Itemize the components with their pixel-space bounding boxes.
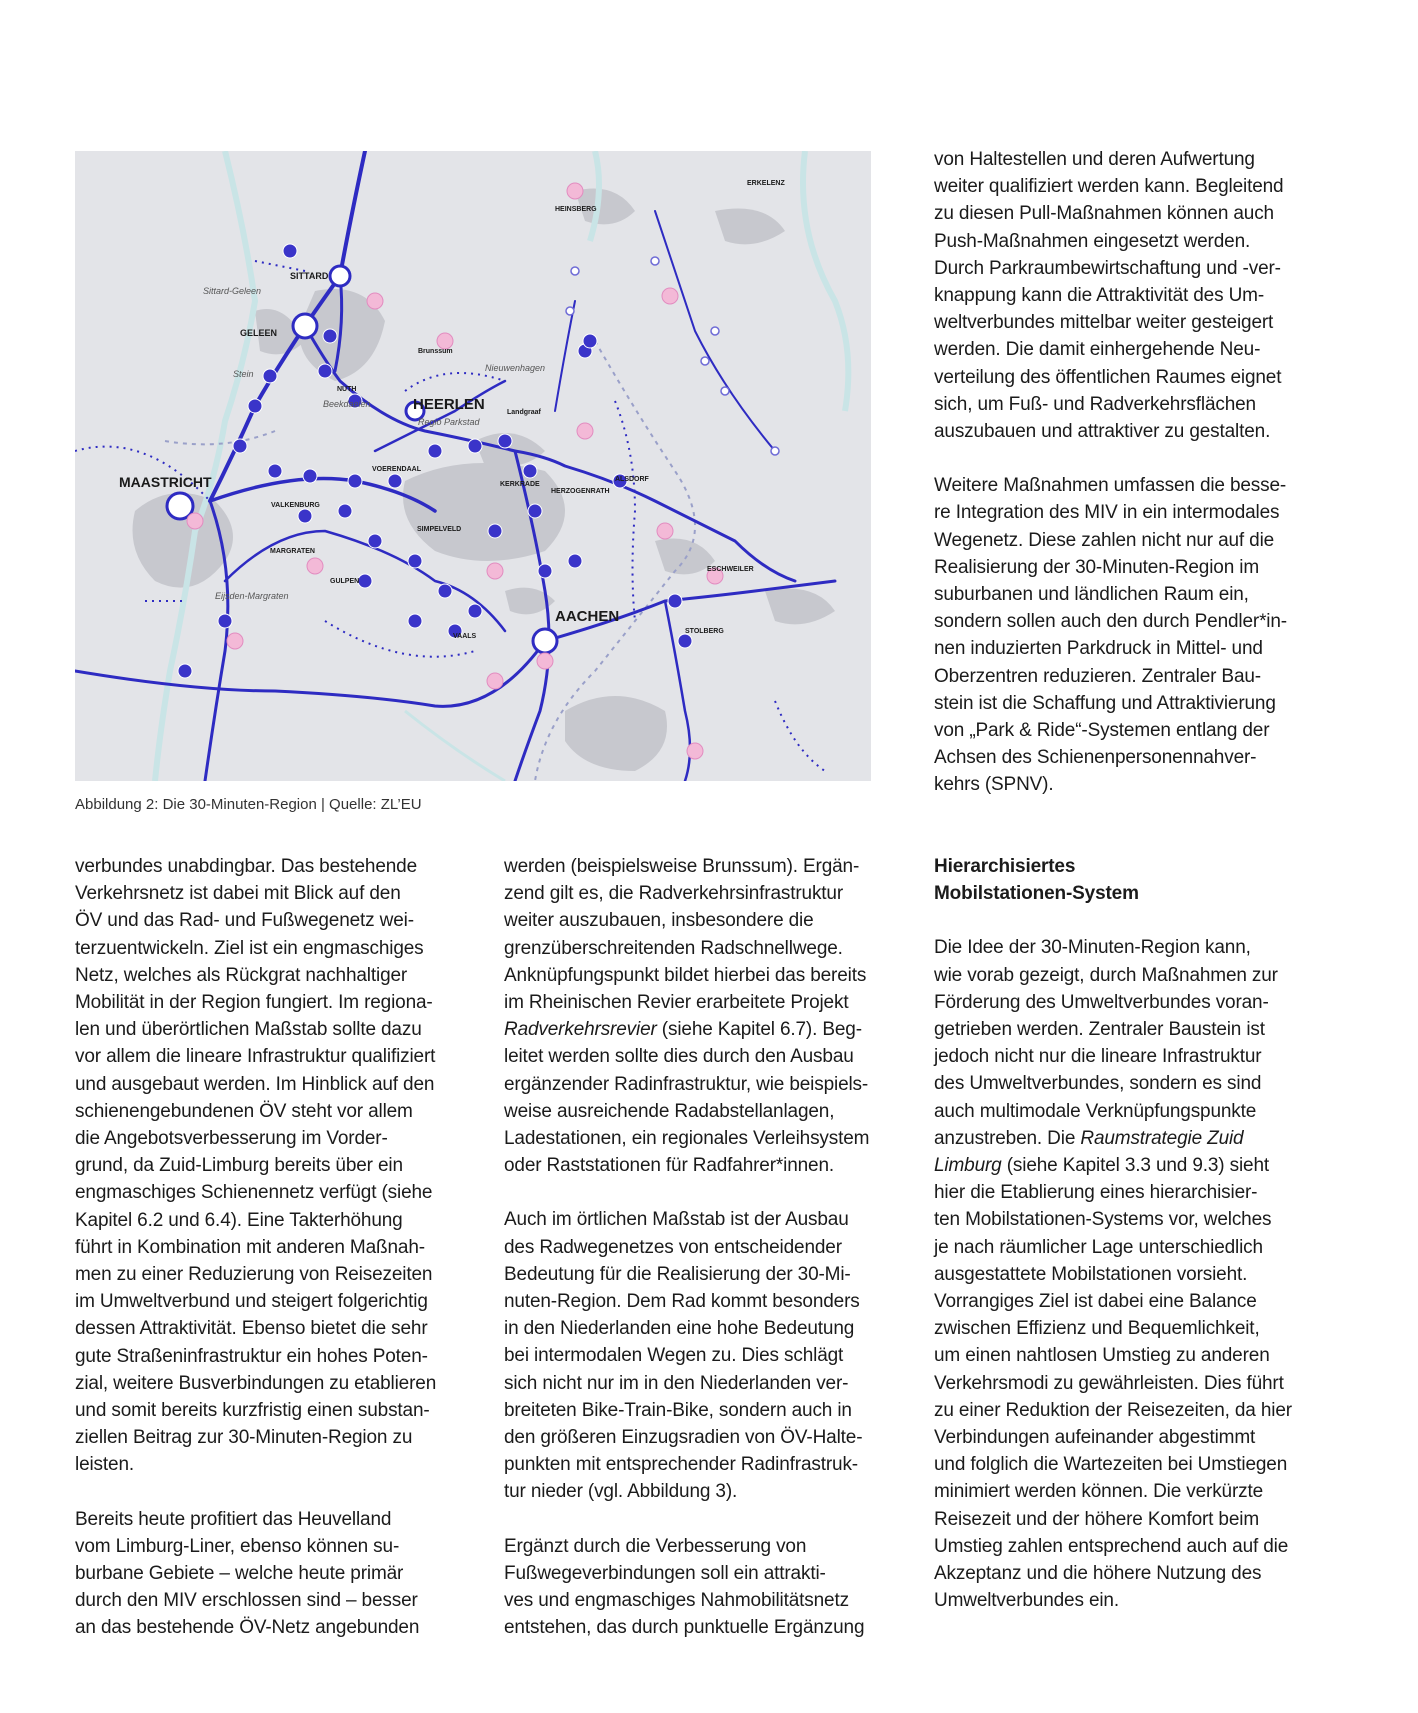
regional-map bbox=[75, 151, 871, 781]
map-label-geleen: GELEEN bbox=[240, 328, 278, 338]
text-run: werden (beispielsweise Brunssum). Ergän- zend gilt es, die Radverkehrsinfrastruktur weiter auszubauen, insbesondere die grenzüberschreitenden Radschnellwege. Anknüpfungspunkt bildet hierbei das bereits im Rheinischen Revier erarbeitete Projekt bbox=[504, 856, 867, 1014]
map-label-gulpen: GULPEN bbox=[330, 578, 360, 585]
map-label-vaals: VAALS bbox=[453, 633, 477, 640]
map-label-nuth: NUTH bbox=[337, 386, 357, 393]
map-label-nieuwenhagen: Nieuwenhagen bbox=[485, 363, 546, 373]
paragraph: von Haltestellen und deren Aufwertung weiter qualifiziert werden kann. Begleitend zu diesen Pull-Maßnahmen können auch Push-Maßnahmen eingesetzt werden. Durch Parkraumbewirtschaftung und -ver- knappung kann die Attraktivität des Um- weltverbundes mittelbar weiter gesteigert werden. Die damit einhergehende Neu- verteilung des öffentlichen Raumes eignet sich, um Fuß- und Radverkehrsflächen auszubauen und attraktiver zu gestalten. bbox=[934, 149, 1284, 443]
text-run: (siehe Kapitel 3.3 und 9.3) sieht hier die Etablierung eines hierarchisier- ten Mobilstationen-Systems vor, welches je nach räumlicher Lage unterschiedlich ausgestattete Mobilstationen vorsieht. Vorrangiges Ziel ist dabei eine Balance zwischen Effizienz und Bequemlichkeit, um einen nahtlosen Umstieg zu anderen Verkehrsmodi zu gewährleisten. Dies führt zu einer Reduktion der Reisezeiten, da hier Verbindungen aufeinander abgestimmt und folglich die Wartezeiten bei Umstiegen minimiert werden können. Die verkürzte Reisezeit und der höhere Komfort beim Umstieg zahlen entsprechend auch auf die Akzeptanz und die höhere Nutzung des Umweltverbundes ein. bbox=[934, 1155, 1292, 1612]
map-label-voerendaal: VOERENDAAL bbox=[372, 466, 422, 473]
section-heading: Hierarchisiertes Mobilstationen-System bbox=[934, 856, 1139, 905]
map-label-sittard-geleen: Sittard-Geleen bbox=[203, 286, 262, 296]
paragraph: Bereits heute profitiert das Heuvelland vom Limburg-Liner, ebenso können su- burbane Gebiete – welche heute primär durch den MIV erschlossen sind – besser an das bestehende ÖV-Netz angebunden bbox=[75, 1508, 420, 1639]
map-label-sittard: SITTARD bbox=[290, 271, 329, 281]
text-column-middle bbox=[504, 853, 904, 1641]
map-label-alsdorf: ALSDORF bbox=[615, 476, 649, 483]
map-label-herzogenrath: HERZOGENRATH bbox=[551, 488, 610, 495]
map-label-aachen: AACHEN bbox=[555, 608, 620, 625]
text-run: Die Idee der 30-Minuten-Region kann, wie vorab gezeigt, durch Maßnahmen zur Förderung des Umweltverbundes voran- getrieben werden. Zentraler Baustein ist jedoch nicht nur die lineare Infrastruktur des Umweltverbundes, sondern es sind auch multimodale Verknüpfungspunkte anzustreben. Die bbox=[934, 937, 1278, 1149]
urban-areas bbox=[133, 189, 836, 772]
map-label-eschweiler: ESCHWEILER bbox=[707, 566, 754, 573]
paragraph bbox=[504, 853, 904, 1179]
project-title: Radverkehrsrevier bbox=[504, 1019, 657, 1041]
map-label-stolberg: STOLBERG bbox=[685, 628, 724, 635]
map-label-heerlen: HEERLEN bbox=[413, 396, 485, 413]
map-label-beekdaelen: Beekdaelen bbox=[323, 399, 371, 409]
strategy-title: Raumstrategie Zuid Limburg bbox=[934, 1127, 1244, 1177]
map-label-simpelveld: SIMPELVELD bbox=[417, 526, 462, 533]
map-label-margraten: MARGRATEN bbox=[270, 548, 315, 555]
map-label-landgraaf: Landgraaf bbox=[507, 409, 541, 416]
map-label-erkelenz: ERKELENZ bbox=[747, 180, 785, 187]
map-label-heinsberg: HEINSBERG bbox=[555, 206, 597, 213]
map-label-maastricht: MAASTRICHT bbox=[119, 474, 212, 490]
paragraph: Auch im örtlichen Maßstab ist der Ausbau des Radwegenetzes von entscheidender Bedeutung für die Realisierung der 30-Mi- nuten-Region. Dem Rad kommt besonders in den Niederlanden eine hohe Bedeutung bei intermodalen Wegen zu. Dies schlägt sich nicht nur im in den Niederlanden ver- breiteten Bike-Train-Bike, sondern auch in den größeren Einzugsradien von ÖV-Halte- punkten mit entsprechender Radinfrastruk- tur nieder (vgl. Abbildung 3). bbox=[504, 1209, 863, 1503]
paragraph: Weitere Maßnahmen umfassen die besse- re Integration des MIV in ein intermodales Wegenetz. Diese zahlen nicht nur auf die Realisierung der 30-Minuten-Region im suburbanen und ländlichen Raum ein, sondern sollen auch den durch Pendler*in- nen induzierten Parkdruck in Mittel- und Oberzentren reduzieren. Zentraler Bau- stein ist die Schaffung und Attraktivierung von „Park & Ride“-Systemen entlang der Achsen des Schienenpersonennahver- kehrs (SPNV). bbox=[934, 475, 1287, 796]
map-label-valkenburg: VALKENBURG bbox=[271, 502, 320, 509]
text-column-right-top bbox=[934, 146, 1334, 799]
map-label-brunssum: Brunssum bbox=[418, 348, 453, 355]
text-run: (siehe Kapitel 6.7). Beg- leitet werden sollte dies durch den Ausbau ergänzender Radinfrastruktur, wie beispiels- weise ausreichende Radabstellanlagen, Ladestationen, ein regionales Verleihsystem oder Raststationen für Radfahrer*innen. bbox=[504, 1019, 870, 1177]
paragraph bbox=[934, 934, 1334, 1614]
map-label-kerkrade: KERKRADE bbox=[500, 481, 540, 488]
map-label-eijsden-margraten: Eijsden-Margraten bbox=[215, 591, 289, 601]
paragraph: verbundes unabdingbar. Das bestehende Verkehrsnetz ist dabei mit Blick auf den ÖV und das Rad- und Fußwegenetz wei- terzuentwickeln. Ziel ist ein engmaschiges Netz, welches als Rückgrat nachhaltiger Mobilität in der Region fungiert. Im regiona- len und überörtlichen Maßstab sollte dazu vor allem die lineare Infrastruktur qualifiziert und ausgebaut werden. Im Hinblick auf den schienengebundenen ÖV steht vor allem die Angebotsverbesserung im Vorder- grund, da Zuid-Limburg bereits über ein engmaschiges Schienennetz verfügt (siehe Kapitel 6.2 und 6.4). Eine Takterhöhung führt in Kombination mit anderen Maßnah- men zu einer Reduzierung von Reisezeiten im Umweltverbund und steigert folgerichtig dessen Attraktivität. Ebenso bietet die sehr gute Straßeninfrastruktur ein hohes Poten- zial, weitere Busverbindungen zu etablieren und somit bereits kurzfristig einen substan- ziellen Beitrag zur 30-Minuten-Region zu leisten. bbox=[75, 856, 437, 1476]
text-column-right-bottom bbox=[934, 853, 1334, 1614]
figure-caption: Abbildung 2: Die 30-Minuten-Region | Quelle: ZL’EU bbox=[75, 796, 422, 813]
map-label-regio-parkstad: Regio Parkstad bbox=[418, 417, 480, 427]
paragraph: Ergänzt durch die Verbesserung von Fußwegeverbindungen soll ein attrakti- ves und engmaschiges Nahmobilitätsnetz entstehen, das durch punktuelle Ergänzung bbox=[504, 1535, 865, 1639]
map-label-stein: Stein bbox=[233, 369, 254, 379]
text-column-left bbox=[75, 853, 475, 1642]
